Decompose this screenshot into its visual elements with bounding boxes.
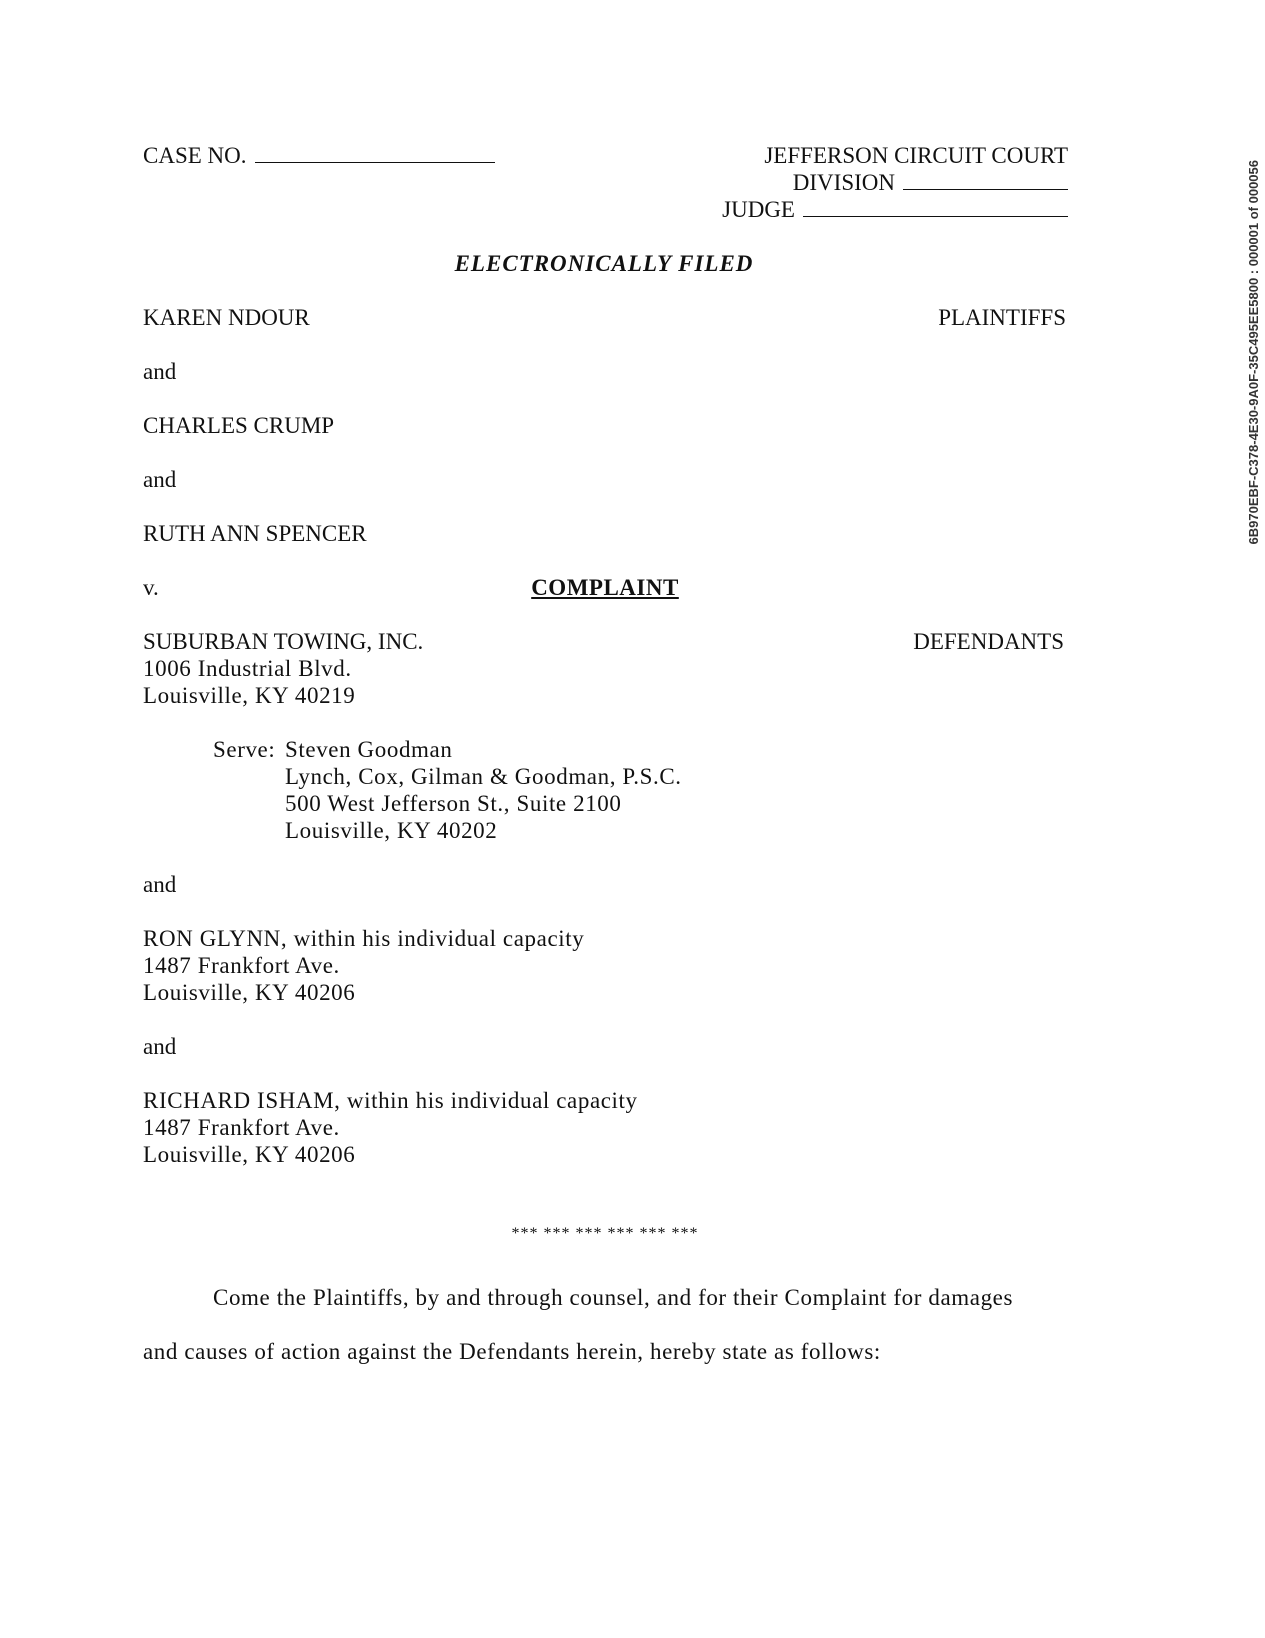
judge-blank — [803, 196, 1068, 217]
division-line — [600, 169, 1068, 197]
judge-line — [600, 196, 1068, 224]
defendant-name: RON GLYNN, within his individual capacity — [143, 926, 585, 951]
body-paragraph-line: and causes of action against the Defendants herein, hereby state as follows: — [143, 1339, 881, 1364]
connector-and: and — [143, 872, 177, 897]
serve-label: Serve: — [213, 737, 276, 762]
plaintiffs-role-label: PLAINTIFFS — [938, 305, 1066, 330]
versus: v. — [143, 575, 159, 600]
filing-stamp: 6B970EBF-C378-4E30-9A0F-35C495EE5800 : 000001 of 000056 — [1246, 160, 1261, 545]
body-paragraph-line: Come the Plaintiffs, by and through counsel, and for their Complaint for damages — [213, 1285, 1014, 1310]
filing-status: ELECTRONICALLY FILED — [454, 251, 754, 276]
defendant-address: 1487 Frankfort Ave. — [143, 1115, 340, 1140]
defendants-role-label: DEFENDANTS — [913, 629, 1064, 654]
serve-address: 500 West Jefferson St., Suite 2100 — [285, 791, 622, 816]
connector-and: and — [143, 359, 177, 384]
defendant-address: Louisville, KY 40219 — [143, 683, 356, 708]
court-name: JEFFERSON CIRCUIT COURT — [764, 143, 1068, 168]
defendant-address: 1487 Frankfort Ave. — [143, 953, 340, 978]
plaintiff-name: RUTH ANN SPENCER — [143, 521, 367, 546]
serve-firm: Lynch, Cox, Gilman & Goodman, P.S.C. — [285, 764, 682, 789]
document-title: COMPLAINT — [531, 575, 679, 600]
judge-label: JUDGE — [722, 197, 795, 222]
plaintiff-name: CHARLES CRUMP — [143, 413, 335, 438]
serve-name: Steven Goodman — [285, 737, 453, 762]
division-blank — [903, 169, 1068, 190]
plaintiff-name: KAREN NDOUR — [143, 305, 310, 330]
serve-address: Louisville, KY 40202 — [285, 818, 498, 843]
connector-and: and — [143, 1034, 177, 1059]
defendant-name: SUBURBAN TOWING, INC. — [143, 629, 424, 654]
defendant-address: Louisville, KY 40206 — [143, 980, 356, 1005]
case-number-blank — [255, 142, 495, 163]
section-separator: *** *** *** *** *** *** — [511, 1225, 699, 1242]
defendant-name: RICHARD ISHAM, within his individual capacity — [143, 1088, 638, 1113]
case-number-line — [143, 142, 495, 170]
division-label: DIVISION — [792, 170, 895, 195]
connector-and: and — [143, 467, 177, 492]
defendant-address: 1006 Industrial Blvd. — [143, 656, 352, 681]
defendant-address: Louisville, KY 40206 — [143, 1142, 356, 1167]
case-number-label: CASE NO. — [143, 143, 247, 168]
